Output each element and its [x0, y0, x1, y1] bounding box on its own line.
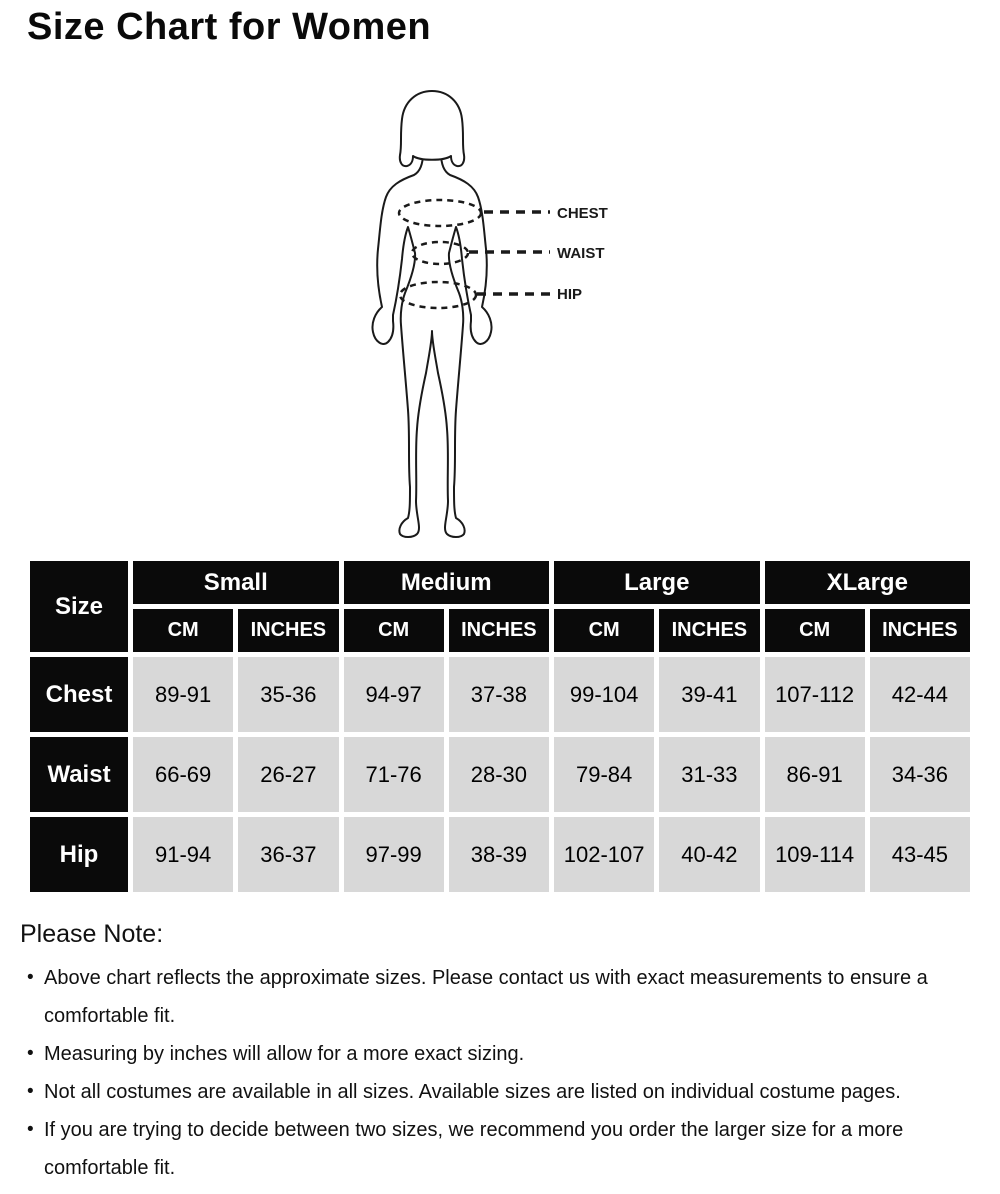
note-item: • If you are trying to decide between two sizes, we recommend you order the larger size for a more comfortable fit. [18, 1111, 984, 1187]
cell-chest-large-inches: 39-41 [659, 657, 759, 732]
cell-waist-xlarge-cm: 86-91 [765, 737, 865, 812]
cell-waist-medium-cm: 71-76 [344, 737, 444, 812]
header-medium-inches: INCHES [449, 609, 549, 652]
row-header-waist: Waist [30, 737, 128, 812]
header-xlarge-inches: INCHES [870, 609, 970, 652]
cell-hip-large-cm: 102-107 [554, 817, 654, 892]
cell-waist-small-cm: 66-69 [133, 737, 233, 812]
body-measurement-diagram [350, 85, 660, 550]
woman-silhouette-figure [350, 85, 660, 550]
header-xlarge-cm: CM [765, 609, 865, 652]
cell-hip-medium-inches: 38-39 [449, 817, 549, 892]
note-item: • Above chart reflects the approximate sizes. Please contact us with exact measurements to ensure a comfortable fit. [18, 959, 984, 1035]
table-row-chest [30, 657, 970, 732]
row-header-hip: Hip [30, 817, 128, 892]
cell-chest-small-cm: 89-91 [133, 657, 233, 732]
waist-label: WAIST [557, 245, 605, 262]
row-header-chest: Chest [30, 657, 128, 732]
header-large-cm: CM [554, 609, 654, 652]
head-hair-outline [400, 91, 464, 166]
header-small-cm: CM [133, 609, 233, 652]
cell-waist-large-inches: 31-33 [659, 737, 759, 812]
table-row-hip [30, 817, 970, 892]
cell-waist-medium-inches: 28-30 [449, 737, 549, 812]
header-medium: Medium [344, 561, 550, 604]
cell-hip-small-cm: 91-94 [133, 817, 233, 892]
chest-label: CHEST [557, 205, 608, 222]
cell-chest-medium-inches: 37-38 [449, 657, 549, 732]
page-title: Size Chart for Women [27, 6, 432, 48]
size-chart-table [25, 556, 975, 897]
notes-heading: Please Note: [20, 920, 164, 948]
cell-waist-large-cm: 79-84 [554, 737, 654, 812]
cell-hip-large-inches: 40-42 [659, 817, 759, 892]
cell-waist-small-inches: 26-27 [238, 737, 338, 812]
cell-hip-xlarge-cm: 109-114 [765, 817, 865, 892]
header-medium-cm: CM [344, 609, 444, 652]
header-size: Size [30, 561, 128, 652]
cell-chest-large-cm: 99-104 [554, 657, 654, 732]
table-row-waist [30, 737, 970, 812]
cell-hip-xlarge-inches: 43-45 [870, 817, 970, 892]
cell-chest-xlarge-inches: 42-44 [870, 657, 970, 732]
header-large: Large [554, 561, 760, 604]
cell-chest-small-inches: 35-36 [238, 657, 338, 732]
notes-section [18, 920, 984, 1187]
header-small: Small [133, 561, 339, 604]
cell-hip-small-inches: 36-37 [238, 817, 338, 892]
cell-hip-medium-cm: 97-99 [344, 817, 444, 892]
hip-label: HIP [557, 286, 583, 303]
header-small-inches: INCHES [238, 609, 338, 652]
header-xlarge: XLarge [765, 561, 971, 604]
cell-chest-medium-cm: 94-97 [344, 657, 444, 732]
body-silhouette [372, 153, 491, 537]
cell-waist-xlarge-inches: 34-36 [870, 737, 970, 812]
notes-list [18, 959, 984, 1187]
note-item: • Measuring by inches will allow for a more exact sizing. [18, 1035, 984, 1073]
note-item: • Not all costumes are available in all sizes. Available sizes are listed on individual costume pages. [18, 1073, 984, 1111]
cell-chest-xlarge-cm: 107-112 [765, 657, 865, 732]
header-large-inches: INCHES [659, 609, 759, 652]
